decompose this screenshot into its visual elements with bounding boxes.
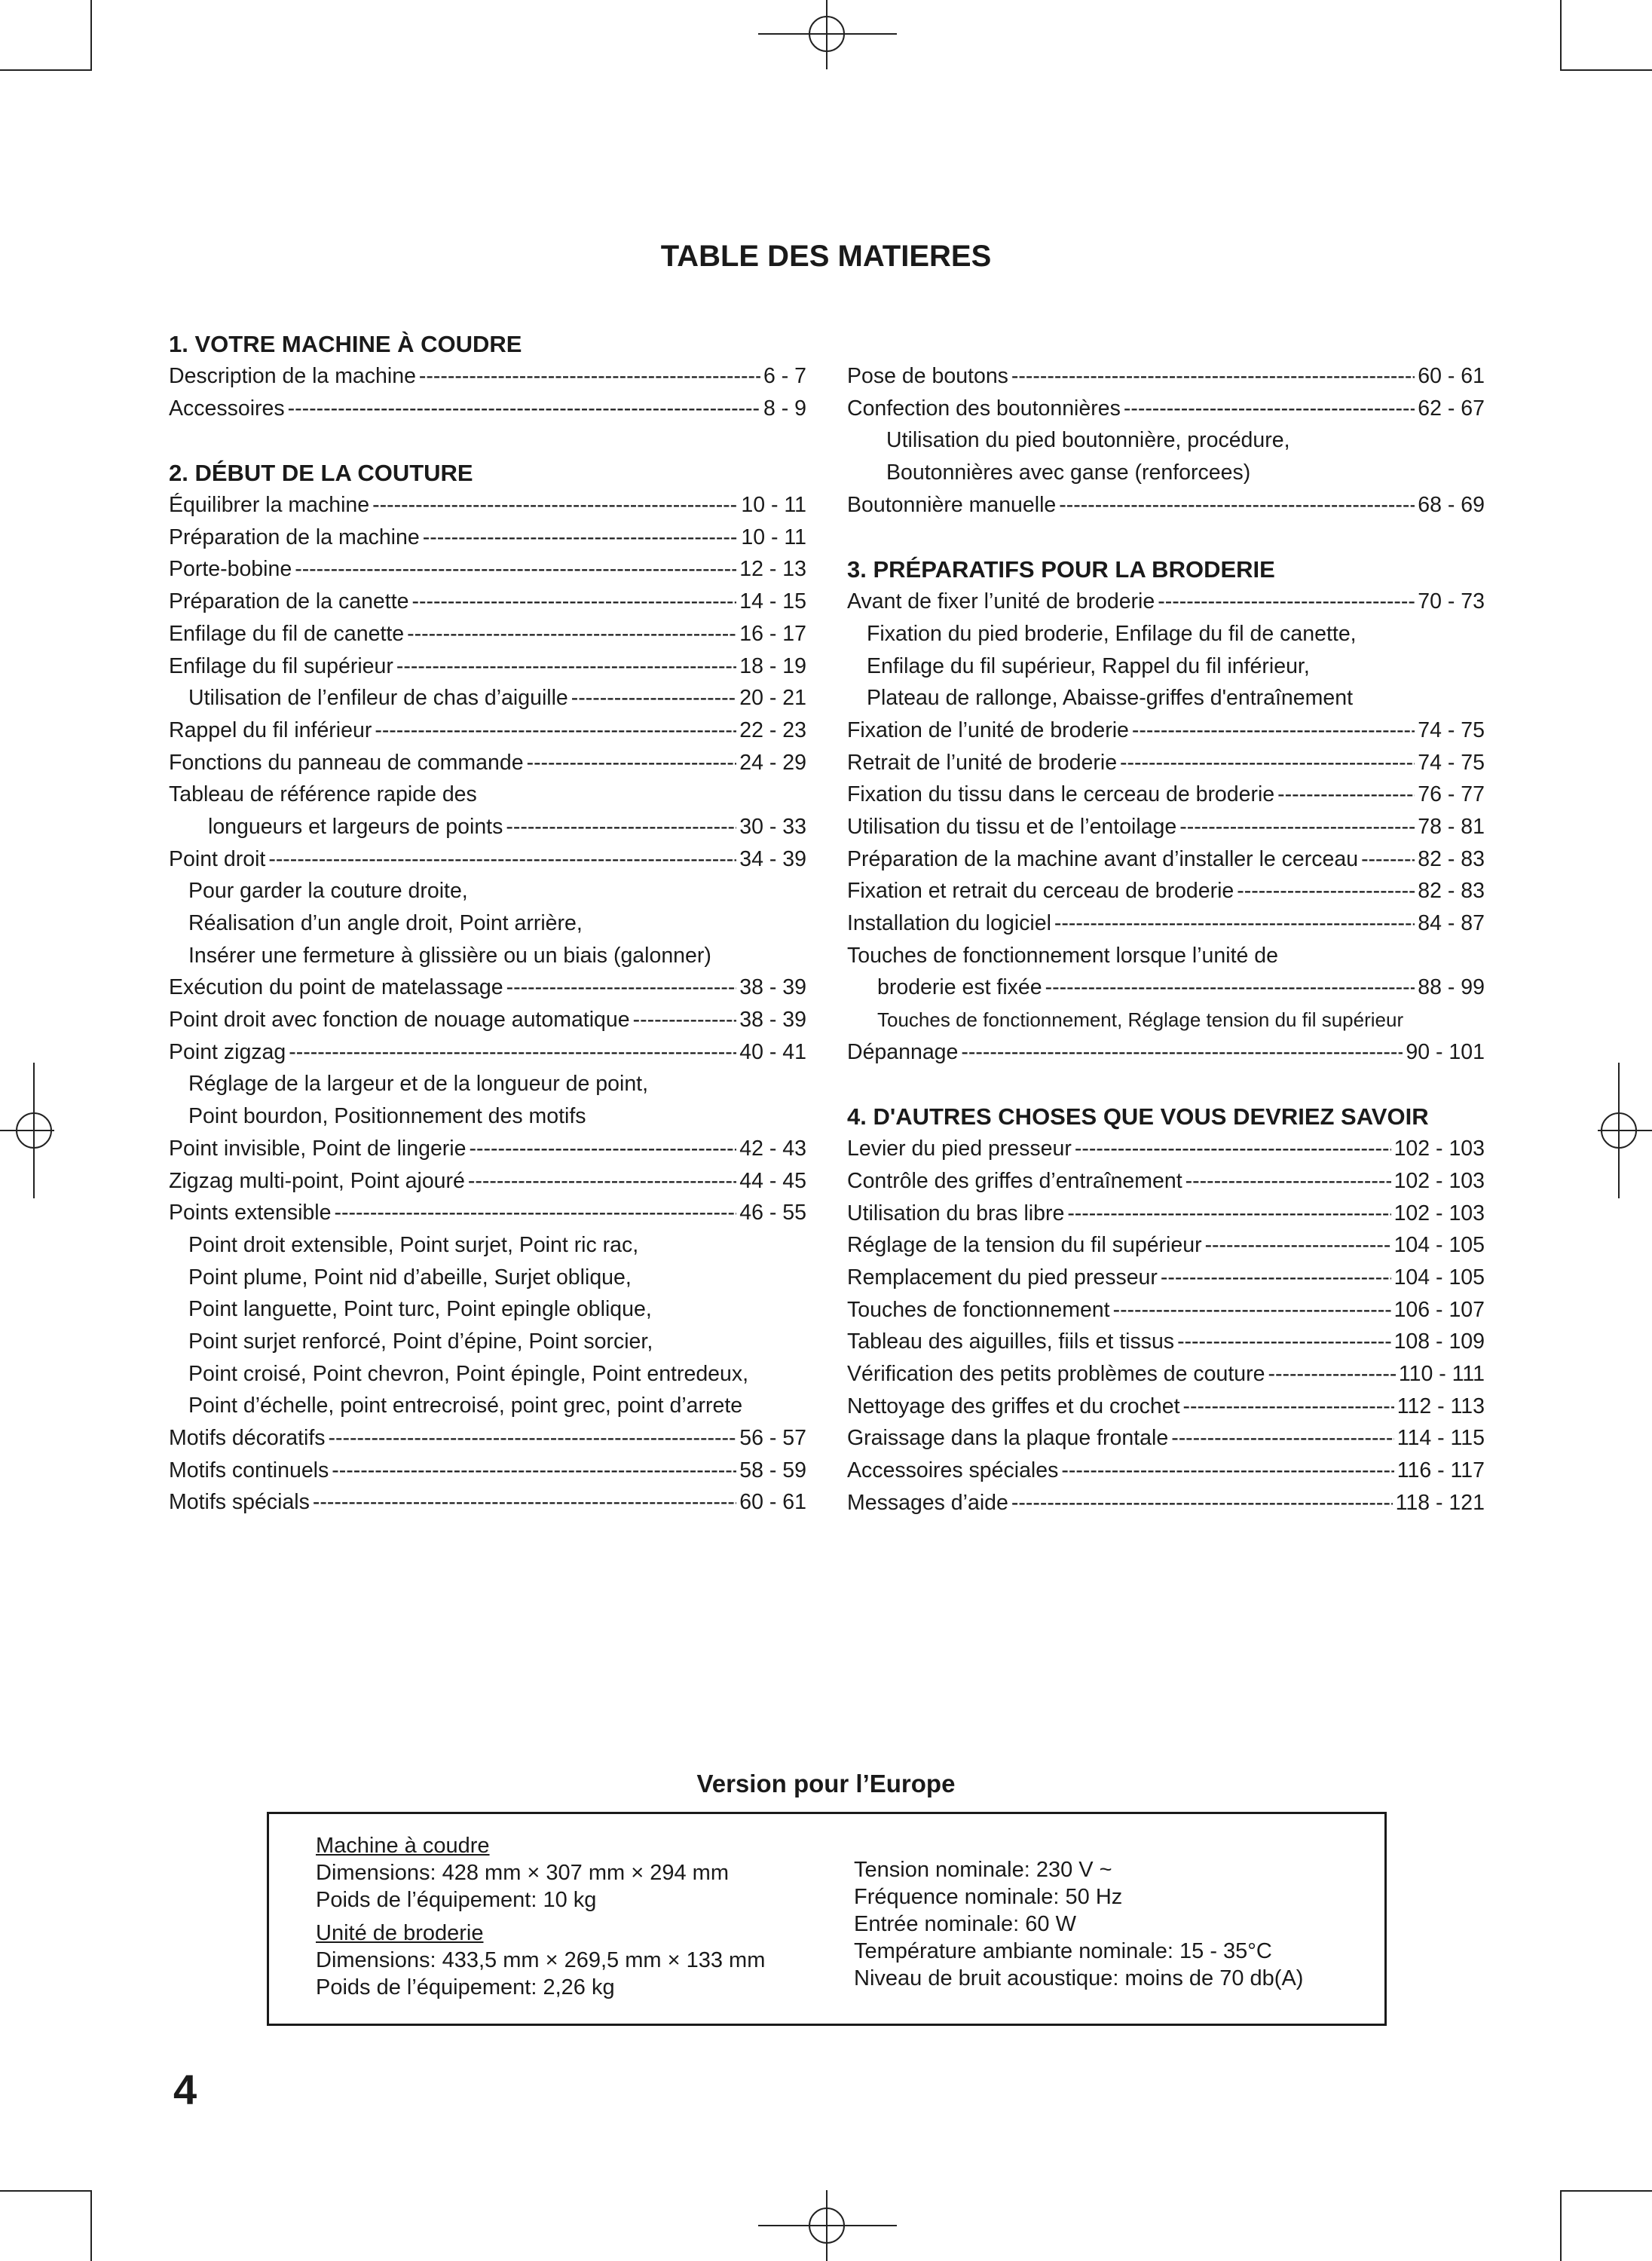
toc-entry[interactable]: Graissage dans la plaque frontale ----- 114 - 115 xyxy=(847,1422,1485,1455)
toc-entry[interactable]: Touches de fonctionnement ----- 106 - 107 xyxy=(847,1294,1485,1326)
toc-entry[interactable]: Confection des boutonnières ----- 62 - 67 xyxy=(847,393,1485,425)
toc-entry[interactable]: Point droit ----- 34 - 39 xyxy=(169,843,806,876)
spec-box xyxy=(267,1812,1387,2026)
toc-entry[interactable]: Enfilage du fil supérieur ----- 18 - 19 xyxy=(169,650,806,683)
toc-entry[interactable]: Avant de fixer l’unité de broderie ----- 70 - 73 xyxy=(847,586,1485,618)
temperature: Température ambiante nominale: 15 - 35°C xyxy=(854,1939,1272,1963)
toc-subentry: Point languette, Point turc, Point epingle oblique, xyxy=(188,1297,652,1322)
toc-right-column xyxy=(847,328,1485,1519)
section-heading: 4. D'AUTRES CHOSES QUE VOUS DEVRIEZ SAVOIR xyxy=(847,1103,1429,1130)
toc-subentry: Point plume, Point nid d’abeille, Surjet oblique, xyxy=(188,1265,632,1290)
toc-entry[interactable]: Description de la machine ----- 6 - 7 xyxy=(169,360,806,393)
toc-subentry: Point bourdon, Positionnement des motifs xyxy=(188,1104,586,1129)
embroidery-heading: Unité de broderie xyxy=(316,1921,484,1945)
toc-entry[interactable]: Zigzag multi-point, Point ajouré ----- 44 - 45 xyxy=(169,1165,806,1198)
toc-entry[interactable]: Nettoyage des griffes et du crochet ----- 112 - 113 xyxy=(847,1391,1485,1423)
toc-entry[interactable]: broderie est fixée ----- 88 - 99 xyxy=(847,971,1485,1004)
toc-subentry: Boutonnières avec ganse (renforcees) xyxy=(886,460,1251,485)
toc-subentry: Point croisé, Point chevron, Point épingle, Point entredeux, xyxy=(188,1361,749,1386)
toc-entry[interactable]: Réglage de la tension du fil supérieur ----- 104 - 105 xyxy=(847,1229,1485,1262)
voltage: Tension nominale: 230 V ~ xyxy=(854,1858,1112,1882)
toc-subentry: Point droit extensible, Point surjet, Point ric rac, xyxy=(188,1232,639,1257)
toc-entry[interactable]: Rappel du fil inférieur ----- 22 - 23 xyxy=(169,714,806,747)
version-title: Version pour l’Europe xyxy=(696,1770,956,1797)
toc-entry[interactable]: Fixation de l’unité de broderie ----- 74 - 75 xyxy=(847,714,1485,747)
toc-entry[interactable]: Porte-bobine ----- 12 - 13 xyxy=(169,553,806,586)
noise-level: Niveau de bruit acoustique: moins de 70 db(A) xyxy=(854,1966,1304,1990)
spec-right-column xyxy=(854,1856,1303,1992)
toc-subentry: Utilisation du pied boutonnière, procédure, xyxy=(886,428,1290,453)
toc-entry[interactable]: Retrait de l’unité de broderie ----- 74 - 75 xyxy=(847,747,1485,779)
toc-entry[interactable]: Remplacement du pied presseur ----- 104 - 105 xyxy=(847,1262,1485,1294)
frequency: Fréquence nominale: 50 Hz xyxy=(854,1885,1123,1909)
machine-weight: Poids de l’équipement: 10 kg xyxy=(316,1888,597,1912)
toc-entry[interactable]: Utilisation du tissu et de l’entoilage ----- 78 - 81 xyxy=(847,811,1485,843)
toc-subentry: Fixation du pied broderie, Enfilage du fil de canette, xyxy=(867,621,1357,646)
toc-entry[interactable]: Fixation et retrait du cerceau de broderie ----- 82 - 83 xyxy=(847,875,1485,907)
page-number: 4 xyxy=(173,2066,197,2113)
toc-entry[interactable]: Exécution du point de matelassage ----- 38 - 39 xyxy=(169,971,806,1004)
toc-entry[interactable]: Installation du logiciel ----- 84 - 87 xyxy=(847,907,1485,940)
toc-entry[interactable]: Préparation de la machine ----- 10 - 11 xyxy=(169,522,806,554)
input-power: Entrée nominale: 60 W xyxy=(854,1912,1076,1936)
toc-entry[interactable]: Point invisible, Point de lingerie ----- 42 - 43 xyxy=(169,1133,806,1165)
section-heading: 3. PRÉPARATIFS POUR LA BRODERIE xyxy=(847,556,1275,583)
toc-entry[interactable]: Point zigzag ----- 40 - 41 xyxy=(169,1036,806,1069)
toc-subentry: Réalisation d’un angle droit, Point arrière, xyxy=(188,911,583,935)
machine-dimensions: Dimensions: 428 mm × 307 mm × 294 mm xyxy=(316,1861,729,1885)
toc-subentry: Touches de fonctionnement, Réglage tension du fil supérieur xyxy=(877,1008,1404,1032)
toc-entry[interactable]: Fixation du tissu dans le cerceau de broderie ----- 76 - 77 xyxy=(847,779,1485,811)
toc-entry-line[interactable]: Touches de fonctionnement lorsque l’unité de xyxy=(847,943,1278,968)
embroidery-weight: Poids de l’équipement: 2,26 kg xyxy=(316,1975,615,1999)
toc-entry-line[interactable]: Tableau de référence rapide des xyxy=(169,782,477,807)
toc-entry[interactable]: Utilisation de l’enfileur de chas d’aiguille ----- 20 - 21 xyxy=(169,682,806,714)
toc-subentry: Pour garder la couture droite, xyxy=(188,879,468,904)
toc-entry[interactable]: Vérification des petits problèmes de couture ----- 110 - 111 xyxy=(847,1358,1485,1391)
toc-entry[interactable]: Levier du pied presseur ----- 102 - 103 xyxy=(847,1133,1485,1165)
toc-entry[interactable]: Point droit avec fonction de nouage automatique ----- 38 - 39 xyxy=(169,1004,806,1036)
spec-left-column xyxy=(316,1832,765,2001)
toc-entry[interactable]: Enfilage du fil de canette ----- 16 - 17 xyxy=(169,618,806,650)
toc-entry[interactable]: Accessoires spéciales ----- 116 - 117 xyxy=(847,1455,1485,1487)
toc-subentry: Point surjet renforcé, Point d’épine, Point sorcier, xyxy=(188,1329,653,1354)
toc-entry[interactable]: Messages d’aide ----- 118 - 121 xyxy=(847,1487,1485,1519)
toc-entry[interactable]: Préparation de la machine avant d’installer le cerceau ----- 82 - 83 xyxy=(847,843,1485,876)
toc-entry[interactable]: Dépannage ----- 90 - 101 xyxy=(847,1036,1485,1069)
toc-entry[interactable]: Préparation de la canette ----- 14 - 15 xyxy=(169,586,806,618)
toc-subentry: Insérer une fermeture à glissière ou un biais (galonner) xyxy=(188,943,711,968)
section-heading: 2. DÉBUT DE LA COUTURE xyxy=(169,460,473,487)
toc-entry[interactable]: Contrôle des griffes d’entraînement ----- 102 - 103 xyxy=(847,1165,1485,1198)
toc-entry[interactable]: Utilisation du bras libre ----- 102 - 103 xyxy=(847,1198,1485,1230)
toc-subentry: Plateau de rallonge, Abaisse-griffes d'entraînement xyxy=(867,686,1353,711)
toc-entry[interactable]: Motifs spécials ----- 60 - 61 xyxy=(169,1486,806,1519)
toc-entry[interactable]: Accessoires ----- 8 - 9 xyxy=(169,393,806,425)
toc-entry[interactable]: Motifs décoratifs ----- 56 - 57 xyxy=(169,1422,806,1455)
machine-heading: Machine à coudre xyxy=(316,1834,490,1858)
toc-entry[interactable]: Points extensible ----- 46 - 55 xyxy=(169,1197,806,1229)
toc-subentry: Point d’échelle, point entrecroisé, point grec, point d’arrete xyxy=(188,1394,743,1418)
toc-entry[interactable]: Fonctions du panneau de commande ----- 24 - 29 xyxy=(169,747,806,779)
toc-entry[interactable]: Équilibrer la machine ----- 10 - 11 xyxy=(169,489,806,522)
toc-entry[interactable]: longueurs et largeurs de points ----- 30 - 33 xyxy=(169,811,806,843)
section-heading: 1. VOTRE MACHINE À COUDRE xyxy=(169,331,522,357)
toc-entry[interactable]: Boutonnière manuelle ----- 68 - 69 xyxy=(847,489,1485,522)
toc-subentry: Enfilage du fil supérieur, Rappel du fil inférieur, xyxy=(867,653,1310,678)
toc-entry[interactable]: Tableau des aiguilles, fiils et tissus ----- 108 - 109 xyxy=(847,1326,1485,1358)
page-title: TABLE DES MATIERES xyxy=(660,240,992,273)
toc-left-column xyxy=(169,328,806,1519)
embroidery-dimensions: Dimensions: 433,5 mm × 269,5 mm × 133 mm xyxy=(316,1948,766,1972)
toc-entry[interactable]: Motifs continuels ----- 58 - 59 xyxy=(169,1455,806,1487)
toc-entry[interactable]: Pose de boutons ----- 60 - 61 xyxy=(847,360,1485,393)
toc-subentry: Réglage de la largeur et de la longueur de point, xyxy=(188,1072,649,1097)
